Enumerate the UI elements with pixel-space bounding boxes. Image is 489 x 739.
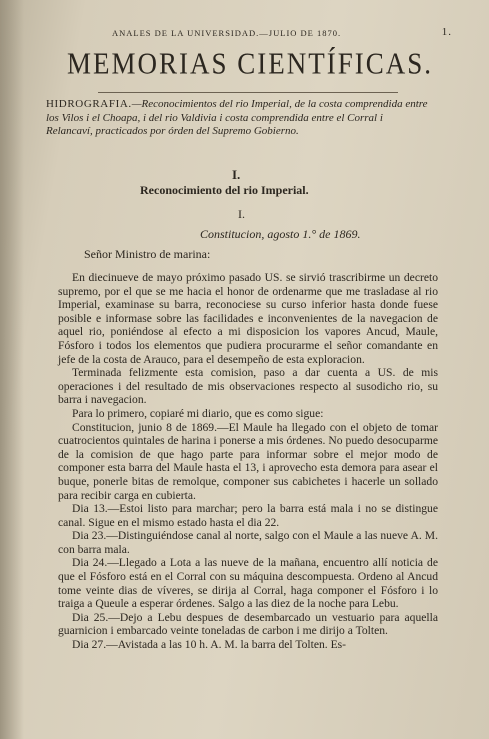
subsection-number: I. (238, 207, 245, 221)
body-paragraph: Para lo primero, copiaré mi diario, que es como sigue: (72, 406, 324, 420)
body-paragraph: En diecinueve de mayo próximo pasado US. se sirvió trascribirme un decreto supremo, por el que se me hacia el honor de ordenarme que me trasladase al rio Imperial, examinase su barra, reconociese su curso inferior hasta donde fuese posible e informase sobre las facilidades e inconvenientes de la navegacion de aquel rio, poniéndose al efecto a mi disposicion los vapores Ancud, Maule, Fósforo i todos los elementos que pudiera procurarme el señor comandante en jefe de la costa de Arauco, para el desempeño de esta exploracion. (58, 271, 438, 366)
dateline-text: Constitucion, agosto 1.° de 1869. (200, 227, 361, 241)
letter-body (58, 271, 438, 652)
body-paragraph: Terminada felizmente esta comision, paso a dar cuenta a US. de mis operaciones i del resultado de mis observaciones respecto al susodicho rio, su barra i navegacion. (58, 366, 438, 407)
page-number: 1. (441, 26, 452, 38)
running-head (112, 28, 452, 38)
section-number: I. (232, 167, 241, 182)
body-paragraph: Dia 25.—Dejo a Lebu despues de desembarcado un vestuario para aquella guarnicion i embarcado veinte toneladas de carbon i me dirijo a Tolten. (58, 610, 438, 638)
running-head-text: ANALES DE LA UNIVERSIDAD.—JULIO DE 1870. (112, 28, 342, 38)
letter-salutation: Señor Ministro de marina: (84, 247, 211, 261)
section-heading: Reconocimiento del rio Imperial. (140, 183, 309, 197)
binding-gutter (0, 0, 24, 739)
title-rule (98, 92, 398, 93)
body-paragraph: Dia 24.—Llegado a Lota a las nueve de la mañana, encuentro allí noticia de que el Fósforo está en el Corral con su máquina descompuesta. Ordeno al Ancud tome veinte dias de víveres, se dirija al Corral, haga componer el Fósforo i lo traiga a Queule a esperar órdenes. Salgo a las diez de la noche para Lebu. (58, 556, 438, 611)
intro-paragraph (46, 98, 430, 139)
page-title: MEMORIAS CIENTÍFICAS. (66, 45, 434, 81)
body-paragraph: Dia 27.—Avistada a las 10 h. A. M. la barra del Tolten. Es- (72, 638, 347, 652)
intro-text: —Reconocimientos del rio Imperial, de la costa comprendida entre los Vilos i el Choapa, i del rio Valdivia i costa comprendida entre el Corral i Relancaví, practicados por órden del Supremo Gobierno. (46, 98, 428, 138)
body-paragraph: Dia 23.—Distinguiéndose canal al norte, salgo con el Maule a las nueve A. M. con barra mala. (58, 529, 438, 556)
letter-dateline (200, 227, 360, 242)
intro-lead: HIDROGRAFIA. (46, 98, 132, 110)
body-paragraph: Dia 13.—Estoi listo para marchar; pero la barra está mala i no se distingue canal. Sigue en el mismo estado hasta el dia 22. (58, 502, 438, 529)
body-paragraph: Constitucion, junio 8 de 1869.—El Maule ha llegado con el objeto de tomar cuatrocientos quintales de harina i ponerse a mis órdenes. No puedo desocuparme de la comision de que hago parte para informar sobre el mejor modo de componer esta barra del Maule hasta el 13, i aprovecho esta demora para asear el buque, ponerle bitas de remolque, componer sus cabichetes i hacerle un sollado para recibir carga en cubierta. (58, 420, 438, 502)
